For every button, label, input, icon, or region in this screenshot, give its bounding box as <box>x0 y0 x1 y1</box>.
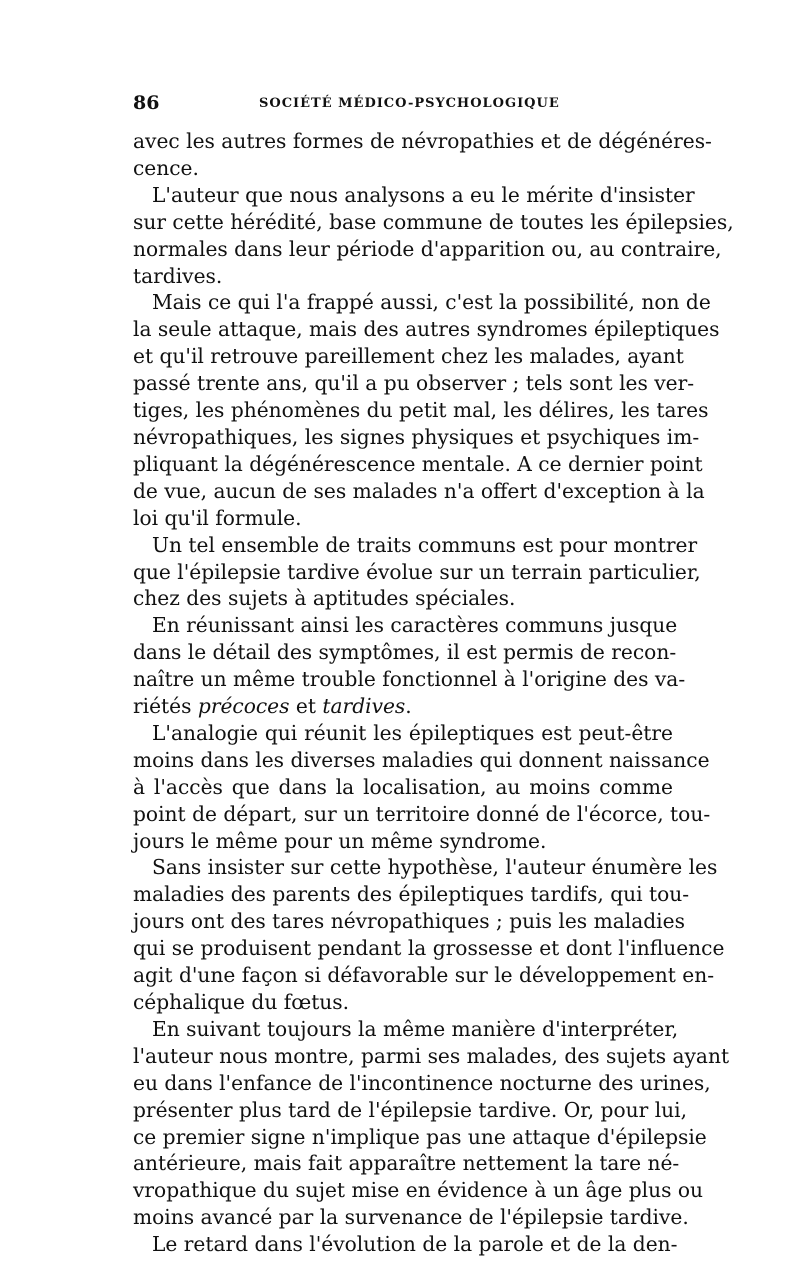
book-page <box>133 92 734 1258</box>
text-line <box>133 693 673 720</box>
text-line: l'auteur nous montre, parmi ses malades, des sujets ayant <box>133 1043 730 1068</box>
text-line: tardives. <box>133 263 223 288</box>
text-line: qui se produisent pendant la grossesse et dont l'influence <box>133 936 725 961</box>
text-line: moins dans les diverses maladies qui donnent naissance <box>133 747 710 772</box>
text-line: de vue, aucun de ses malades n'a offert d'exception à la <box>133 478 705 503</box>
text-line: passé trente ans, qu'il a pu observer ; tels sont les ver- <box>133 371 695 396</box>
paragraph <box>133 854 725 1015</box>
paragraph <box>133 612 686 720</box>
running-head: SOCIÉTÉ MÉDICO-PSYCHOLOGIQUE <box>259 96 560 111</box>
text-line: et qu'il retrouve pareillement chez les malades, ayant <box>133 344 684 369</box>
text-line: névropathiques, les signes physiques et psychiques im- <box>133 424 700 449</box>
text-line: normales dans leur période d'apparition ou, au contraire, <box>133 236 722 261</box>
italic-term: précoces <box>197 694 290 719</box>
text-line: L'analogie qui réunit les épileptiques est peut-être <box>152 720 673 745</box>
text-line: dans le détail des symptômes, il est permis de recon- <box>133 640 677 665</box>
paragraph <box>133 182 734 290</box>
text-line: ce premier signe n'implique pas une attaque d'épilepsie <box>133 1124 707 1149</box>
paragraph <box>133 1231 678 1258</box>
text-line: présenter plus tard de l'épilepsie tardive. Or, pour lui, <box>133 1097 688 1122</box>
text-line: En réunissant ainsi les caractères communs jusque <box>152 613 678 638</box>
body-text <box>133 128 734 1258</box>
text-line: cence. <box>133 155 199 180</box>
paragraph <box>133 289 720 531</box>
text-line: En suivant toujours la même manière d'interpréter, <box>152 1016 679 1041</box>
text-fragment: riétés <box>133 694 198 719</box>
text-line: antérieure, mais fait apparaître nettement la tare né- <box>133 1151 680 1176</box>
italic-term: tardives <box>322 694 406 719</box>
text-line: agit d'une façon si défavorable sur le développement en- <box>133 963 715 988</box>
text-line: pliquant la dégénérescence mentale. A ce dernier point <box>133 451 703 476</box>
text-line: vropathique du sujet mise en évidence à un âge plus ou <box>133 1178 704 1203</box>
text-line: avec les autres formes de névropathies et de dégénéres- <box>133 129 712 153</box>
text-line: naître un même trouble fonctionnel à l'origine des va- <box>133 667 686 692</box>
text-line: moins avancé par la survenance de l'épilepsie tardive. <box>133 1205 689 1230</box>
text-line: sur cette hérédité, base commune de toutes les épilepsies, <box>133 209 734 234</box>
text-line: jours le même pour un même syndrome. <box>133 828 547 853</box>
text-line: à l'accès que dans la localisation, au moins comme <box>133 774 673 799</box>
paragraph <box>133 128 712 182</box>
paragraph <box>133 532 701 613</box>
text-line: maladies des parents des épileptiques tardifs, qui tou- <box>133 882 690 907</box>
text-line: la seule attaque, mais des autres syndromes épileptiques <box>133 317 720 342</box>
text-line: eu dans l'enfance de l'incontinence nocturne des urines, <box>133 1070 711 1095</box>
text-line: Sans insister sur cette hypothèse, l'auteur énumère les <box>152 855 718 880</box>
text-line: que l'épilepsie tardive évolue sur un terrain particulier, <box>133 559 701 584</box>
text-line: chez des sujets à aptitudes spéciales. <box>133 586 516 611</box>
text-line: jours ont des tares névropathiques ; puis les maladies <box>133 909 685 934</box>
text-fragment: et <box>289 694 323 719</box>
page-number: 86 <box>133 92 160 114</box>
paragraph <box>133 720 711 855</box>
text-line: Mais ce qui l'a frappé aussi, c'est la possibilité, non de <box>152 290 711 315</box>
text-line: Un tel ensemble de traits communs est pour montrer <box>152 532 698 557</box>
text-line: Le retard dans l'évolution de la parole et de la den- <box>152 1232 678 1257</box>
text-line: loi qu'il formule. <box>133 505 302 530</box>
text-line: point de départ, sur un territoire donné de l'écorce, tou- <box>133 801 711 826</box>
text-line: tiges, les phénomènes du petit mal, les délires, les tares <box>133 398 709 423</box>
text-line: L'auteur que nous analysons a eu le mérite d'insister <box>152 182 695 207</box>
page-header <box>133 92 673 122</box>
paragraph <box>133 1016 730 1231</box>
text-line: céphalique du fœtus. <box>133 990 350 1014</box>
text-fragment: . <box>405 694 412 719</box>
